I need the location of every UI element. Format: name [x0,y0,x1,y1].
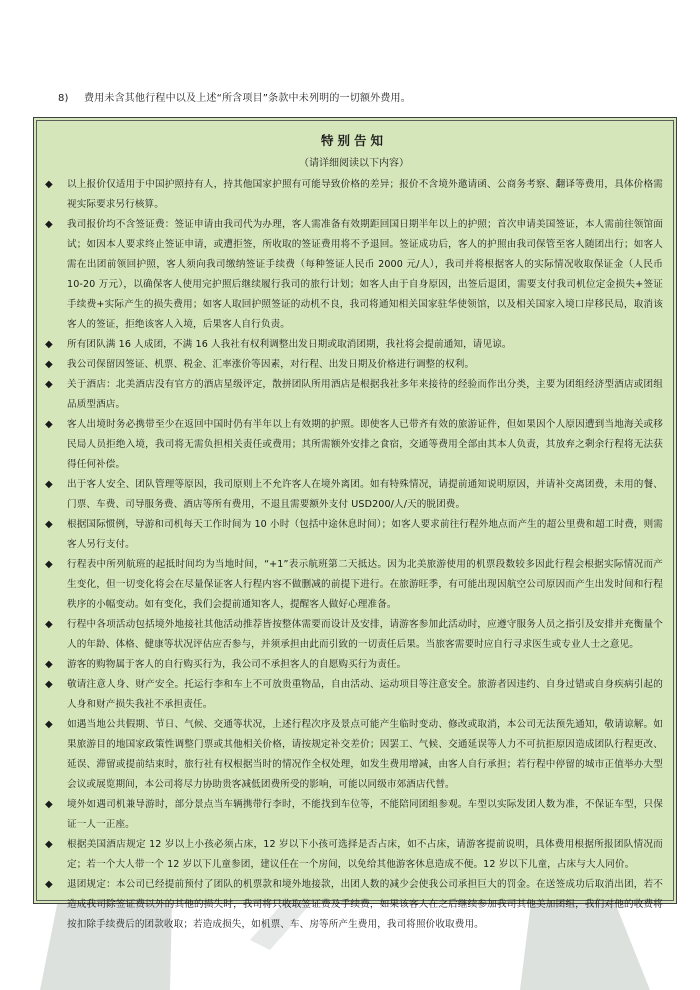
diamond-bullet-icon: ◆ [45,719,53,730]
notice-item [45,375,663,415]
notice-item-text: 游客的购物属于客人的自行购买行为，我公司不承担客人的自愿购买行为责任。 [67,659,407,670]
diamond-bullet-icon: ◆ [45,559,53,570]
notice-item-text: 我司报价均不含签证费：签证申请由我司代为办理，客人需准备有效期距回国日期半年以上的护照；首次申请美国签证，本人需前往领馆面试；如因本人要求终止签证申请，或遭拒签，所收取的签证费用将不予退回。签证成功后，客人的护照由我司保管至客人随团出行；如客人需在出团前领回护照，客人须向我司缴纳签证手续费（每种签证人民币 2000 元/人），我司并将根据客人的实际情况收取保证金（人民币 10-20 万元），以确保客人使用完护照后继续履行我司的旅行计划；如客人由于自身原因，出签后退团，需要支付我司机位定金损失+签证手续费+实际产生的损失费用；如客人取回护照签证的动机不良，我司将通知相关国家驻华使领馆，以及相关国家入境口岸移民局，取消该客人的签证，拒绝该客人入境，后果客人自行负责。 [67,219,663,330]
notice-item [45,355,663,375]
diamond-bullet-icon: ◆ [45,359,53,370]
diamond-bullet-icon: ◆ [45,479,53,490]
notice-item-text: 我公司保留因签证、机票、税金、汇率涨价等因素，对行程、出发日期及价格进行调整的权利。 [67,359,475,370]
notice-item-text: 客人出境时务必携带至少在返回中国时仍有半年以上有效期的护照。即使客人已带齐有效的旅游证件，但如果因个人原因遭到当地海关或移民局人员拒绝入境，我司将无需负担相关责任或费用；其所需额外安排之食宿，交通等费用全部由其本人负责，其放弃之剩余行程将无法获得任何补偿。 [67,419,663,470]
line-text: 费用未含其他行程中以及上述“所含项目”条款中未列明的一切额外费用。 [84,93,411,104]
diamond-bullet-icon: ◆ [45,519,53,530]
extra-fees-line [58,89,411,104]
notice-item [45,555,663,615]
notice-item-text: 行程中各项活动包括境外地接社其他活动推荐皆按整体需要而设计及安排，请游客参加此活动时，应遵守服务人员之指引及安排并充衡量个人的年龄、体格、健康等状况评估应否参与，并须承担由此而引致的一切责任后果。当旅客需要时应自行寻求医生或专业人士之意见。 [67,619,663,650]
notice-item-text: 敬请注意人身、财产安全。托运行李和车上不可放贵重物品，自由活动、运动项目等注意安全。旅游者因违约、自身过错或自身疾病引起的人身和财产损失我社不承担责任。 [67,679,663,710]
diamond-bullet-icon: ◆ [45,379,53,390]
diamond-bullet-icon: ◆ [45,219,53,230]
notice-subtitle: （请详细阅读以下内容） [299,158,409,169]
notice-item-text: 行程表中所列航班的起抵时间均为当地时间，“+1”表示航班第二天抵达。因为北美旅游使用的机票段数较多因此行程会根据实际情况而产生变化，但一切变化将会在尽量保证客人行程内容不做删减的前提下进行。在旅游旺季，有可能出现因航空公司原因而产生出发时间和行程秩序的小幅变动。如有变化，我们会提前通知客人，提醒客人做好心理准备。 [67,559,663,610]
diamond-bullet-icon: ◆ [45,179,53,190]
notice-item [45,515,663,555]
notice-item [45,675,663,715]
special-notice-inner [36,120,674,930]
notice-item [45,215,663,335]
notice-item [45,615,663,655]
notice-item-list [45,175,663,935]
notice-item-text: 以上报价仅适用于中国护照持有人，持其他国家护照有可能导致价格的差异；报价不含境外邀请函、公商务考察、翻译等费用，具体价格需视实际要求另行核算。 [67,179,663,210]
notice-item-text: 根据美国酒店规定 12 岁以上小孩必须占床，12 岁以下小孩可选择是否占床，如不占床，请游客提前说明，具体费用根据所报团队情况而定；若一个大人带一个 12 岁以下儿童参团，建议任在一个房间，以免给其他游客休息造成不便。12 岁以下儿童，占床与大人同价。 [67,839,663,870]
notice-item [45,875,663,935]
notice-item [45,475,663,515]
notice-item-text: 境外如遇司机兼导游时，部分景点当车辆携带行李时，不能找到车位等，不能陪同团组参观。车型以实际发团人数为准，不保证车型，只保证一人一正座。 [67,799,663,830]
diamond-bullet-icon: ◆ [45,339,53,350]
notice-item-text: 根据国际惯例，导游和司机每天工作时间为 10 小时（包括中途休息时间）；如客人要求前往行程外地点而产生的超公里费和超工时费，则需客人另行支付。 [67,519,663,550]
notice-item [45,655,663,675]
notice-item-text: 退团规定：本公司已经提前预付了团队的机票款和境外地接款，出团人数的减少会使我公司承担巨大的罚金。在送签成功后取消出团，若不造成我司除签证费以外的其他的损失时，我司将只收取签证费及手续费，如果该客人在之后继续参加我司其他美加团组，我们对他的收费将按扣除手续费后的团款收取；若造成损失，如机票、车、房等所产生费用，我司将照价收取费用。 [67,879,663,930]
notice-item [45,795,663,835]
diamond-bullet-icon: ◆ [45,679,53,690]
notice-title: 特别告知 [320,133,387,148]
diamond-bullet-icon: ◆ [45,419,53,430]
notice-item [45,175,663,215]
diamond-bullet-icon: ◆ [45,799,53,810]
special-notice-box [33,117,677,930]
notice-item-text: 出于客人安全、团队管理等原因，我司原则上不允许客人在境外离团。如有特殊情况，请提前通知说明原因，并请补交离团费，未用的餐、门票、车费、司导服务费、酒店等所有费用，不退且需要额外支付 USD200/人/天的脱团费。 [67,479,663,510]
diamond-bullet-icon: ◆ [45,619,53,630]
notice-item [45,335,663,355]
notice-item-text: 所有团队满 16 人成团，不满 16 人我社有权利调整出发日期或取消团期，我社将会提前通知，请见谅。 [67,339,512,350]
notice-item-text: 如遇当地公共假期、节日、气候、交通等状况，上述行程次序及景点可能产生临时变动、修改或取消，本公司无法预先通知，敬请谅解。如果旅游目的地国家政策性调整门票或其他相关价格，请按规定补交差价；因罢工、气候、交通延误等人力不可抗拒原因造成团队行程更改、延误、滞留或提前结束时，旅行社有权根据当时的情况作全权处理，如发生费用增减，由客人自行承担；若行程中停留的城市正值举办大型会议或展览期间，本公司将尽力协助贵客减低团费所受的影响，可能以同级市郊酒店代替。 [67,719,663,790]
diamond-bullet-icon: ◆ [45,839,53,850]
diamond-bullet-icon: ◆ [45,659,53,670]
notice-item [45,835,663,875]
notice-item [45,415,663,475]
notice-item [45,715,663,795]
notice-item-text: 关于酒店：北美酒店没有官方的酒店星级评定，散拼团队所用酒店是根据我社多年来接待的经验而作出分类，主要为团组经济型酒店或团组品质型酒店。 [67,379,663,410]
line-number: 8) [58,93,69,104]
diamond-bullet-icon: ◆ [45,879,53,890]
